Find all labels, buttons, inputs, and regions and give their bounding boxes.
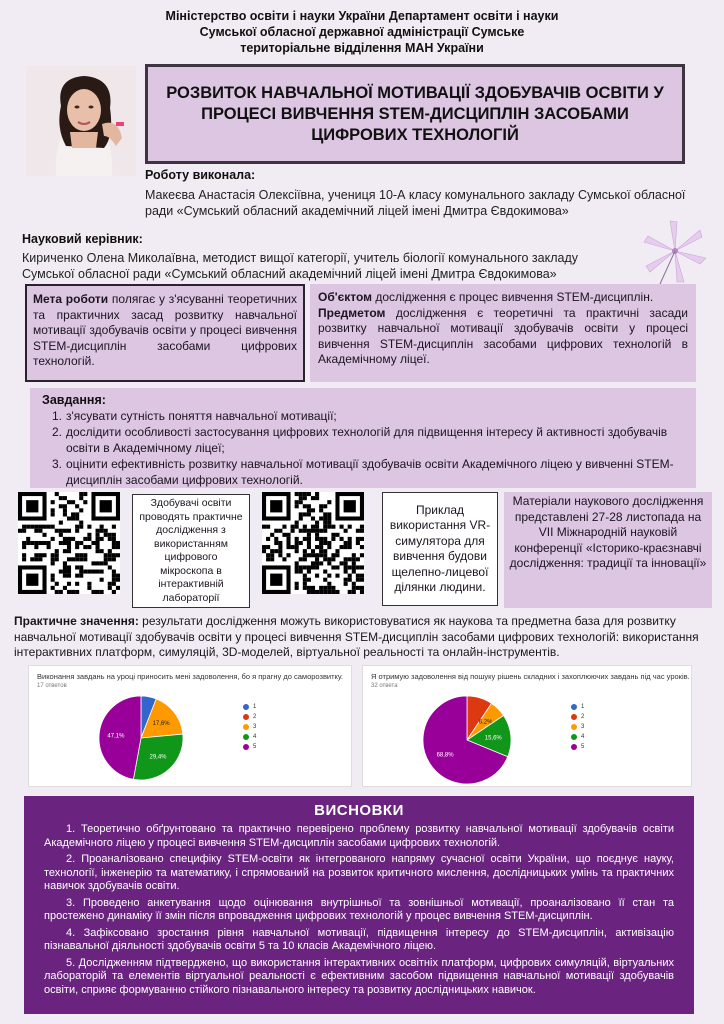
poster-title: РОЗВИТОК НАВЧАЛЬНОЇ МОТИВАЦІЇ ЗДОБУВАЧІВ ОСВІТИ У ПРОЦЕСІ ВИВЧЕННЯ STEM-ДИСЦИПЛІН ЗАСОБАМИ ЦИФРОВИХ ТЕХНОЛОГІЙ [166, 83, 664, 144]
pie-chart-2 [363, 666, 693, 788]
conclusion-item: 1. Теоретично обґрунтовано та практично перевірено проблему розвитку навчальної мотивації здобувачів освіти Академічного ліцею у процесі вивчення STEM-дисциплін засобами цифрових технологій. [44, 823, 674, 849]
task-number: 1. [52, 409, 63, 423]
org-line-1: Міністерство освіти і науки України Департамент освіти і науки [165, 9, 559, 23]
chart-2-subtitle: 32 ответа [371, 683, 398, 689]
chart-1-legend [243, 702, 256, 752]
conclusion-item: 3. Проведено анкетування щодо оцінювання внутрішньої та зовнішньої мотивації, проаналізовано її стан та простежено динаміку її змін після впровадження цифрових технологій у процес вивчення STEM-дисциплін. [44, 896, 674, 922]
conclusion-item: 4. Зафіксовано зростання рівня навчальної мотивації, підвищення інтересу до STEM-дисциплін, активізацію пізнавальної діяльності здобувачів освіти 5 та 10 класів Академічного ліцею. [44, 926, 674, 952]
goal-label: Мета роботи [33, 292, 109, 306]
task-number: 3. [52, 457, 63, 471]
legend-item: 3 [571, 722, 584, 732]
subject-text: дослідження є теоретичні та практичні засади розвитку навчальної мотивації здобувачів освіти у процесі вивчення STEM-дисциплін засобами цифрових технологій в Академічному ліцеї. [318, 305, 688, 366]
qr-code-vr[interactable] [262, 492, 364, 594]
task-text: оцінити ефективність розвитку навчальної мотивації здобувачів освіти Академічного ліцею у вивченні STEM-дисциплін засобами цифрових технологій. [66, 457, 674, 487]
legend-item: 4 [571, 732, 584, 742]
legend-item: 5 [243, 742, 256, 752]
tasks-list [42, 408, 684, 488]
goal-box [25, 284, 305, 382]
author-text: Макеєва Анастасія Олексіївна, учениця 10-А класу комунального закладу Сумської обласної ради «Сумський обласний академічний ліцей імені Дмитра Євдокимова» [145, 188, 686, 218]
pie-data-label: 17,6% [152, 720, 170, 727]
poster-title-box [145, 64, 685, 164]
task-item [52, 408, 684, 424]
object-label: Об'єктом [318, 290, 372, 304]
pie-data-label: 15,6% [484, 735, 502, 742]
pie-chart-card-2 [362, 665, 692, 787]
tasks-label: Завдання: [42, 393, 106, 407]
practical-label: Практичне значення: [14, 614, 139, 628]
object-subject-box [310, 284, 696, 382]
legend-item: 2 [571, 712, 584, 722]
chart-2-legend [571, 702, 584, 752]
pie-chart-card-1 [28, 665, 352, 787]
legend-item: 5 [571, 742, 584, 752]
qr-caption-microscope [132, 494, 250, 608]
flower-decoration-icon [640, 216, 710, 286]
pie-data-label: 29,4% [149, 754, 167, 761]
pie-chart-1 [29, 666, 353, 788]
conclusions-title: ВИСНОВКИ [314, 802, 404, 819]
conference-box [504, 492, 712, 608]
supervisor-label: Науковий керівник: [22, 232, 143, 246]
conclusions-box [24, 796, 694, 1014]
qr-caption-microscope-text: Здобувачі освіти проводять практичне дослідження з використанням цифрового мікроскопа в інтерактивній лабораторії [139, 497, 243, 604]
practical-text: результати дослідження можуть використовуватися як наукова та предметна база для розвитку навчальної мотивації здобувачів освіти у процесі вивчення STEM-дисциплін засобами цифрових технологій: використання інтерактивних платформ, симуляцій, 3D-моделей, віртуальної реальності та онлайн-інструментів. [14, 614, 699, 659]
chart-2-title: Я отримую задоволення від пошуку рішень складних і захоплюючих завдань під час уроків. [371, 672, 690, 681]
legend-item: 2 [243, 712, 256, 722]
pie-data-label: 47,1% [107, 733, 125, 740]
author-label: Роботу виконала: [145, 168, 256, 182]
subject-line [318, 306, 688, 368]
task-text: з'ясувати сутність поняття навчальної мотивації; [66, 409, 337, 423]
legend-item: 1 [243, 702, 256, 712]
task-number: 2. [52, 425, 63, 439]
task-item [52, 456, 684, 488]
author-photo [26, 66, 136, 176]
conference-text: Матеріали наукового дослідження представлені 27-28 листопада на VII Міжнародній науковій конференції «Історико-краєзнавчі дослідження: традиції та інновації» [509, 494, 707, 570]
org-line-2: Сумської обласної державної адміністрації Сумське [199, 25, 525, 39]
task-item [52, 424, 684, 456]
qr-code-microscope[interactable] [18, 492, 120, 594]
subject-label: Предметом [318, 305, 386, 320]
goal-text: полягає у з'ясуванні теоретичних та практичних засад розвитку навчальної мотивації здобувачів освіти у процесі вивчення STEM-дисциплін засобами цифрових технологій. [33, 292, 298, 368]
task-text: дослідити особливості застосування цифрових технологій для підвищення інтересу й активності здобувачів освіти в Академічному ліцеї; [66, 425, 668, 455]
organization-header [120, 8, 604, 56]
conclusion-item: 2. Проаналізовано специфіку STEM-освіти як інтегрованого напряму сучасної освіти України, що поєднує науку, технології, інженерію та математику, і спрямований на розвиток критичного мислення, дослідницьких умінь та практичних навичок здобувачів освіти. [44, 853, 674, 892]
tasks-box [30, 388, 696, 488]
pie-data-label: 68,8% [436, 752, 454, 759]
practical-significance [14, 614, 714, 661]
legend-item: 3 [243, 722, 256, 732]
pie-data-label: 6,2% [478, 719, 493, 726]
object-line [318, 290, 688, 306]
chart-1-title: Виконання завдань на уроці приносить мені задоволення, бо я прагну до саморозвитку. [37, 672, 343, 681]
legend-item: 4 [243, 732, 256, 742]
qr-caption-vr [382, 492, 498, 606]
legend-item: 1 [571, 702, 584, 712]
object-text: дослідження є процес вивчення STEM-дисциплін. [372, 290, 654, 304]
qr-caption-vr-text: Приклад використання VR-симулятора для вивчення будови щелепно-лицевої ділянки людини. [389, 502, 491, 594]
org-line-3: територіальне відділення МАН України [240, 41, 484, 55]
chart-1-subtitle: 17 ответов [37, 683, 67, 689]
supervisor-text: Кириченко Олена Миколаївна, методист вищої категорії, учитель біології комунального закладу Сумської обласної ради «Сумський обласний академічний ліцей імені Дмитра Євдокимова» [22, 251, 578, 281]
conclusion-item: 5. Дослідженням підтверджено, що використання інтерактивних освітніх платформ, цифрових симуляцій, віртуальних лабораторій та елементів віртуальної реальності є ефективним засобом підвищення навчальної мотивації здобувачів освіти, сприяє формуванню стійкого пізнавального інтересу та розвитку дослідницьких навичок. [44, 956, 674, 996]
